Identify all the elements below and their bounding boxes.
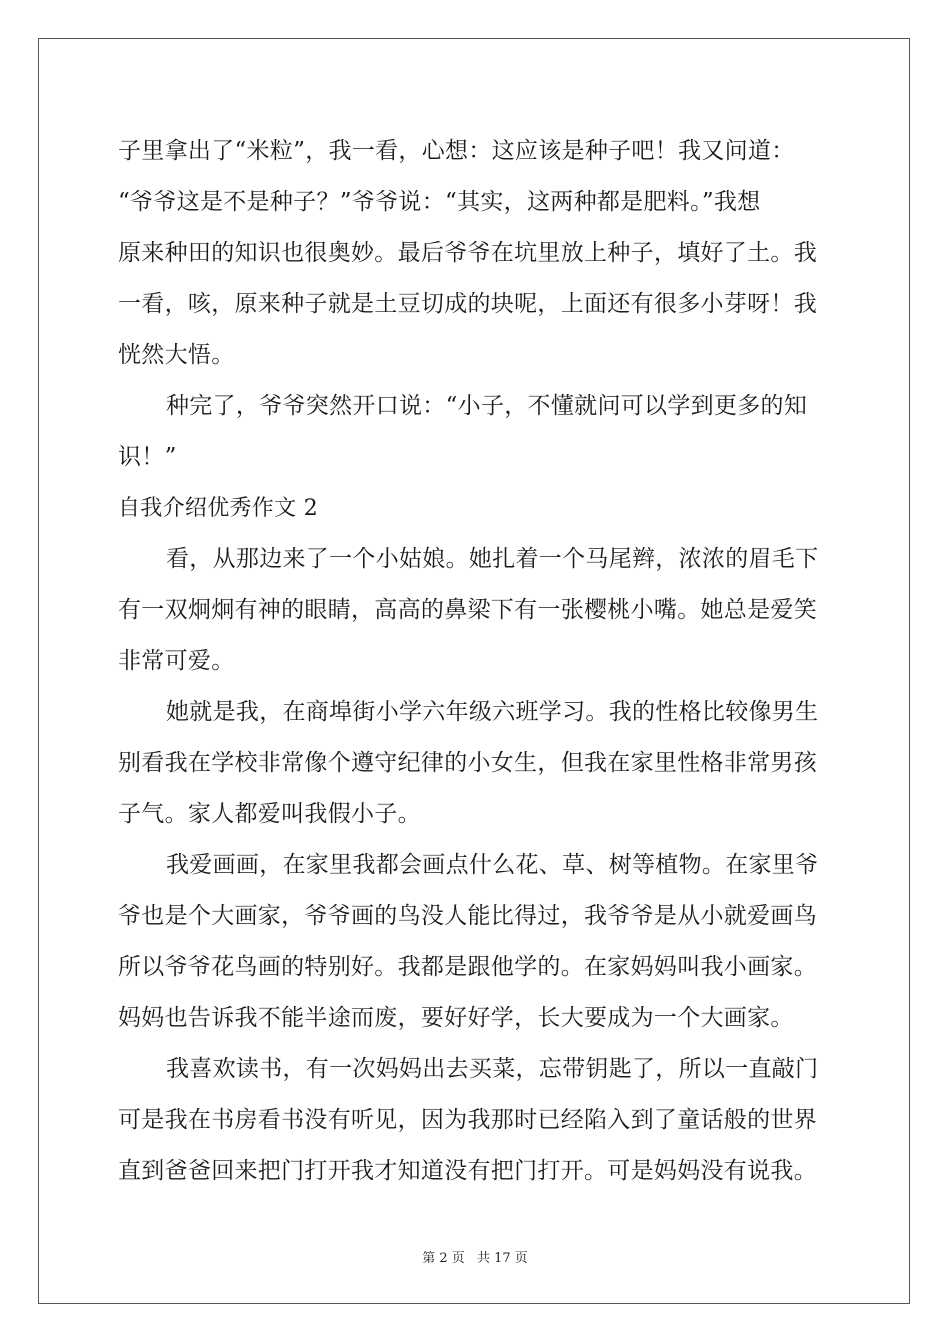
page-number: 第 2 页	[422, 1251, 465, 1266]
text-line: 有一双炯炯有神的眼睛，高高的鼻梁下有一张樱桃小嘴。她总是爱笑	[118, 597, 817, 623]
text-line: 直到爸爸回来把门打开我才知道没有把门打开。可是妈妈没有说我。	[118, 1158, 817, 1184]
text-line: 爷也是个大画家，爷爷画的鸟没人能比得过，我爷爷是从小就爱画鸟	[118, 903, 817, 929]
text-line: 所以爷爷花鸟画的特别好。我都是跟他学的。在家妈妈叫我小画家。	[118, 954, 817, 980]
paragraph-first-line: 种完了，爷爷突然开口说：“小子，不懂就问可以学到更多的知	[166, 393, 808, 419]
text-line: 非常可爱。	[118, 648, 235, 674]
text-line: 子气。家人都爱叫我假小子。	[118, 801, 421, 827]
section-heading: 自我介绍优秀作文 2	[118, 496, 318, 521]
document-body	[118, 126, 834, 1197]
paragraph-first-line: 我爱画画，在家里我都会画点什么花、草、树等植物。在家里爷	[166, 852, 819, 878]
text-line: 原来种田的知识也很奥妙。最后爷爷在坑里放上种子，填好了土。我	[118, 240, 817, 266]
text-line: “爷爷这是不是种子？”爷爷说：“其实，这两种都是肥料。”我想	[118, 189, 761, 215]
paragraph-first-line: 她就是我，在商埠街小学六年级六班学习。我的性格比较像男生	[166, 699, 819, 725]
text-line: 别看我在学校非常像个遵守纪律的小女生，但我在家里性格非常男孩	[118, 750, 817, 776]
page-footer	[0, 1247, 950, 1266]
text-line: 恍然大悟。	[118, 342, 235, 368]
text-line: 妈妈也告诉我不能半途而废，要好好学，长大要成为一个大画家。	[118, 1005, 794, 1031]
text-line: 可是我在书房看书没有听见，因为我那时已经陷入到了童话般的世界	[118, 1107, 817, 1133]
paragraph-first-line: 看，从那边来了一个小姑娘。她扎着一个马尾辫，浓浓的眉毛下	[166, 546, 819, 572]
text-line: 识！”	[118, 444, 177, 470]
text-line: 一看，咳，原来种子就是土豆切成的块呢，上面还有很多小芽呀！我	[118, 291, 817, 317]
paragraph-first-line: 我喜欢读书，有一次妈妈出去买菜，忘带钥匙了，所以一直敲门	[166, 1056, 819, 1082]
total-pages: 共 17 页	[476, 1251, 528, 1266]
text-line: 子里拿出了“米粒”，我一看，心想：这应该是种子吧！我又问道：	[118, 138, 795, 164]
